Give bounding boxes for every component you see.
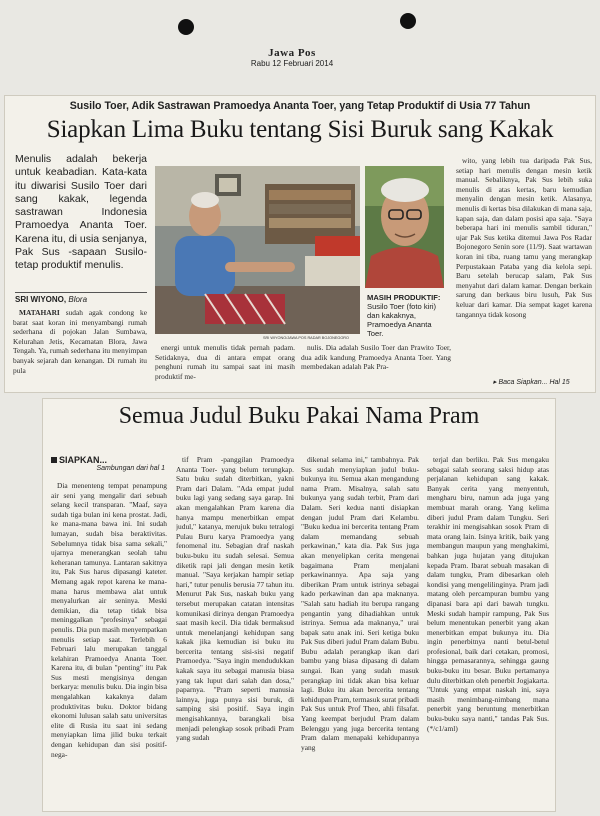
photo-image — [155, 166, 360, 334]
photo-credit: SRI WIYONO/JAWA POS RADAR BOJONEGORO — [263, 336, 350, 340]
photo-caption — [367, 293, 449, 338]
article-column-1 — [51, 481, 167, 809]
section-label: SIAPKAN... — [51, 455, 165, 465]
column-text: Dia menenteng tempat penampung air seni yang mengalir dari sebuah selang kecil transparan. "Maaf, saya sudah tiga bulan ini kena prostat. Jadi, ke mana-mana bawa ini. Ini sudah lumayan, sudah bisa beraktivitas. Sebelumnya tidak bisa sama sekali," ujarnya menerangkan seolah tahu keheranan tamunya. Lantaran sakitnya itu, Pak Sus harus dipasangi kateter. Memang agak repot karena ke mana-mana harus membawa alat untuk menyalurkan air seninya. Meski demikian, dia tetap tidak bisa meninggalkan "profesinya" sebagai penulis. Dia pun masih menyempatkan menulis setiap saat. Terlebih 6 Februari lalu merupakan tanggal kelahiran Pramoedya Ananta Toer. Karena itu, di bulan "penting" itu Pak Sus mesti mengisinya dengan berkarya: menulis buku. Dia ingin bisa mengalahkan kakaknya dalam produktivitas buku. Doktor bidang ekonomi lulusan salah satu universitas elite di Rusia itu saat ini sedang menyiapkan lima jilid buku terkait dengan kehidupan dan sisi positif-nega- — [51, 481, 167, 759]
column-text: energi untuk menulis tidak pernah padam. Setidaknya, dua di antara empat orang penghuni rumah itu sampai saat ini masih produktif me- — [155, 343, 295, 381]
article-front-page — [4, 95, 596, 393]
section-sub: Sambungan dari hal 1 — [96, 465, 165, 472]
byline — [15, 292, 147, 304]
portrait-image — [365, 166, 444, 288]
article-column-4 — [456, 156, 592, 378]
article-column-2 — [155, 343, 295, 389]
article-column-3 — [301, 455, 419, 809]
article-kicker: Susilo Toer, Adik Sastrawan Pramoedya Ananta Toer, yang Tetap Produktif di Usia 77 Tahun — [69, 100, 531, 112]
section-header — [51, 455, 165, 472]
article-headline: Siapkan Lima Buku tentang Sisi Buruk sang Kakak — [46, 116, 554, 143]
byline-place: Blora — [68, 295, 88, 304]
article-lead: Menulis adalah bekerja untuk keabadian. Kata-kata itu diwarisi Susilo Toer dari sang kakak, legenda sastrawan Indonesia Pramoedya Ananta Toer. Karena itu, di usia senjanya, Pak Sus -sapaan Susilo- tetap produktif menulis. — [15, 153, 147, 272]
arrow-right-icon: ▸ — [493, 379, 497, 386]
dropcap-lead: MATAHARI — [19, 308, 60, 317]
caption-body: Susilo Toer (foto kiri) dan kakaknya, Pramoedya Ananta Toer. — [367, 302, 437, 338]
publication-date: Rabu 12 Februari 2014 — [250, 59, 334, 68]
caption-heading: MASIH PRODUKTIF: — [367, 293, 441, 302]
article-headline: Semua Judul Buku Pakai Nama Pram — [118, 403, 480, 429]
column-text: sudah agak condong ke barat saat koran ini menyambangi rumah sederhana di pojokan Jalan Sumbawa, Kelurahan Jetis, Kecamatan Blora, Jawa Tengah. Ya, rumah sederhana itu menyimpan banyak sejarah dan kenangan. Di rumah itu pula — [13, 308, 147, 375]
publication-name: Jawa Pos — [268, 47, 316, 59]
continued-text: Baca Siapkan... Hal 15 — [498, 379, 570, 386]
column-text: nulis. Dia adalah Susilo Toer dan Prawito Toer, dua adik kandung Pramoedya Ananta Toer. Yang membedakan adalah Pak Pra- — [301, 343, 451, 372]
photo-susilo-toer — [155, 166, 360, 334]
column-text: wito, yang lebih tua daripada Pak Sus, setiap hari menulis dengan mesin ketik manual. Sebaliknya, Pak Sus lebih suka menulis di atas kertas, baru kemudian menyalin dengan mesin ketik. Alasanya, menulis di kertas bisa dilakukan di mana saja, kapan saja, dan dalam posisi apa saja. "Saya beberapa hari ini menulis sambil tiduran," ujar Pak Sus ketika ditemui Jawa Pos Radar Bojonegoro Senin sore (11/9). Saat wartawan koran ini tiba, ruang tamu yang merangkap Perpustakaan Pataba yang dia kelola sepi. Baru setelah berucap salam, Pak Sus menyahut dari dalam kamar. Dengan berkain sarung dan berkaus biru lusuh, Pak Sus keluar dari kamar. Dia sempat kaget karena tangannya tidak kosong — [456, 156, 592, 319]
article-column-1 — [13, 308, 147, 392]
article-continuation — [42, 398, 556, 812]
column-text: dikenal selama ini," tambahnya. Pak Sus sudah menyiapkan judul buku-bukunya itu. Semua akan mengandung nama Pram. Misalnya, salah satu bukunya yang sudah terbit, Pram dari Dalam. Seri kedua nanti disiapkan dengan judul Pram dari Kelambu. "Buku kedua ini bercerita tentang Pram dalam memandang sebuah perkawinan," kata dia. Pak Sus juga akan menyelipkan cerita mengenai bagaimana Pram menjalani perkawinannya. Apa saja yang diberikan Pram untuk istrinya sebagai kado perkawinan dan apa maknanya. "Salah satu hadiah itu berupa rangang pengantin yang dihadiahkan untuk istrinya. Semua ada maknanya," urai bapak satu anak ini. Seri ketiga buku Pak Sus diberi judul Pram dalam Bubu. Bubu adalah perangkap ikan dari bambu yang biasa dipasang di dalam sungai. Ikan yang sudah masuk perangkap ini tidak akan bisa keluar lagi. Buku itu akan bercerita tentang kehidupan Pram, termasuk surat pribadi Pak Sus untuk Prof Theo, ahli filsafat. Yang keempat berjudul Pram dalam Belenggu yang juga bercerita tentang Pram dalam menapaki kehidupannya yang — [301, 455, 419, 752]
photo-pramoedya — [365, 166, 444, 288]
binder-hole-left — [178, 19, 194, 35]
byline-name: SRI WIYONO, — [15, 295, 67, 304]
article-column-4 — [427, 455, 549, 809]
continued-notice — [493, 378, 570, 386]
source-stamp — [236, 47, 348, 68]
column-text: tif Pram -panggilan Pramoedya Ananta Toer- yang belum terungkap. Satu buku sudah diterbitkan, yakni Pram dari Dalam. "Ada empat judul buku lagi yang sedang saya garap. Ini akan mengalahkan Pram karena dia hanya mampu menerbitkan empat judul," katanya, merujuk buku tetralogi Pulau Buru karya Pramoedya yang fenomenal itu. Sebagian draf naskah buku-buku itu sudah selesai. Semua diketik rapi jali dengan mesin ketik manual. "Saya kerjakan hampir setiap hari," tutur penulis berusia 77 tahun itu. Menurut Pak Sus, naskah buku yang tersebut merupakan catatan intensitas komunikasi dirinya dengan Pramoedya saat masih kecil. Dia tidak bermaksud untuk menelanjangi kehidupan sang kakak jika kemudian isi buku itu bercerita tentang sisi-sisi negatif Pramoedya. "Saya ingin mendudukkan kakak saya itu sebagai manusia biasa yang tak luput dari salah dan dosa," paparnya. "Pram seperti manusia lainnya, juga punya sisi buruk, di samping sisi positif. Saya ingin mengisahkannya, barangkali bisa menjadi pelengkap sosok pribadi Pram yang sudah — [176, 455, 294, 743]
column-text: terjal dan berliku. Pak Sus mengaku sebagai salah seorang saksi hidup atas perjalanan kehidupan sang kakak. Banyak cerita yang menyentuh, mengharu biru, namun ada juga yang membuat marah orang. Yang kelima diberi judul Pram dalam Tungku. Seri terakhir ini mengisahkan sosok Pram di mata orang lain. Isinya kritik, baik yang membangun maupun yang menghakimi, bahkan juga hujatan yang ditujukan kepada Pram. Ibarat sebuah masakan di dalam tungku, Pram dibesarkan oleh kondisi yang mengelilinginya. Pram jadi matang oleh percampuran bumbu yang dipanasi bara api dari bawah tungku. Meski sudah hampir rampung, Pak Sus belum menentukan penerbit yang akan menerbitkan empat bukunya itu. Dia ingin penerbitnya nanti betul-betul profesional, baik dari cetakan, promosi, hingga pemasarannya, sehingga gaung buku-buku itu besar. Buku pertamanya dulu diterbitkan oleh penerbit Jogjakarta. "Untuk yang empat naskah ini, saya masih menimbang-nimbang mana penerbit yang beruntung menerbitkan buku-buku saya nanti," tandas Pak Sus. (*/c1/aml) — [427, 455, 549, 733]
article-column-3 — [301, 343, 451, 389]
binder-hole-right — [400, 13, 416, 29]
article-column-2 — [176, 455, 294, 809]
